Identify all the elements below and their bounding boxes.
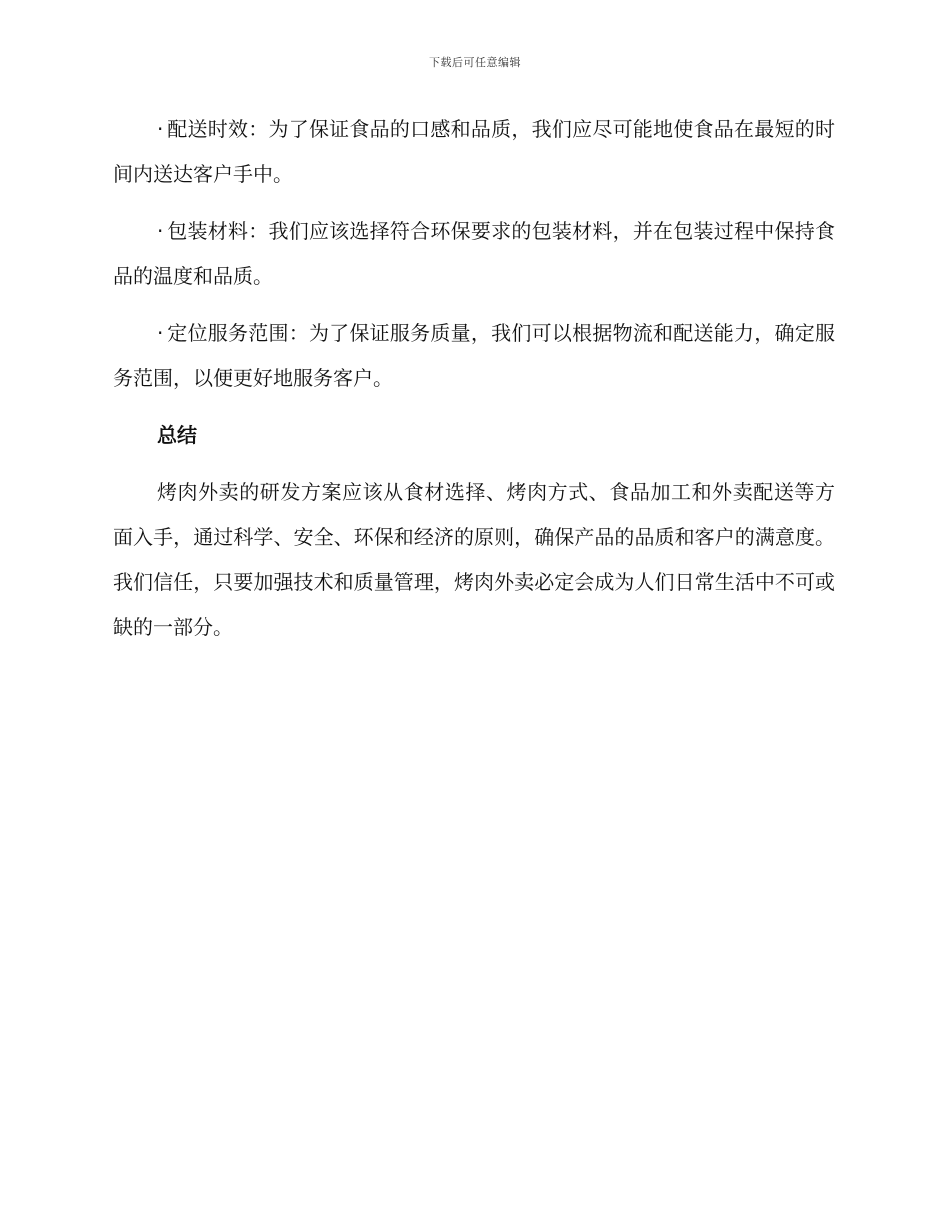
page-header: 下载后可任意编辑 (429, 56, 521, 69)
summary-paragraph: 烤肉外卖的研发方案应该从食材选择、烤肉方式、食品加工和外卖配送等方面入手，通过科学、安全、环保和经济的原则，确保产品的品质和客户的满意度。我们信任，只要加强技术和质量管理，烤肉外卖必定会成为人们日常生活中不可或缺的一部分。 (113, 480, 835, 639)
bullet-text: 配送时效：为了保证食品的口感和品质，我们应尽可能地使食品在最短的时间内送达客户手中。 (113, 117, 835, 186)
bullet-text: 包装材料：我们应该选择符合环保要求的包装材料，并在包装过程中保持食品的温度和品质。 (113, 219, 835, 288)
document-body (113, 107, 835, 662)
bullet-text: 定位服务范围：为了保证服务质量，我们可以根据物流和配送能力，确定服务范围，以便更好地服务客户。 (113, 321, 835, 390)
bullet-packaging (113, 209, 835, 299)
bullet-dot: · (157, 117, 164, 141)
bullet-service-range (113, 311, 835, 401)
summary-heading: 总结 (157, 423, 197, 447)
bullet-dot: · (157, 219, 164, 243)
bullet-dot: · (157, 321, 164, 345)
bullet-delivery-time (113, 107, 835, 197)
